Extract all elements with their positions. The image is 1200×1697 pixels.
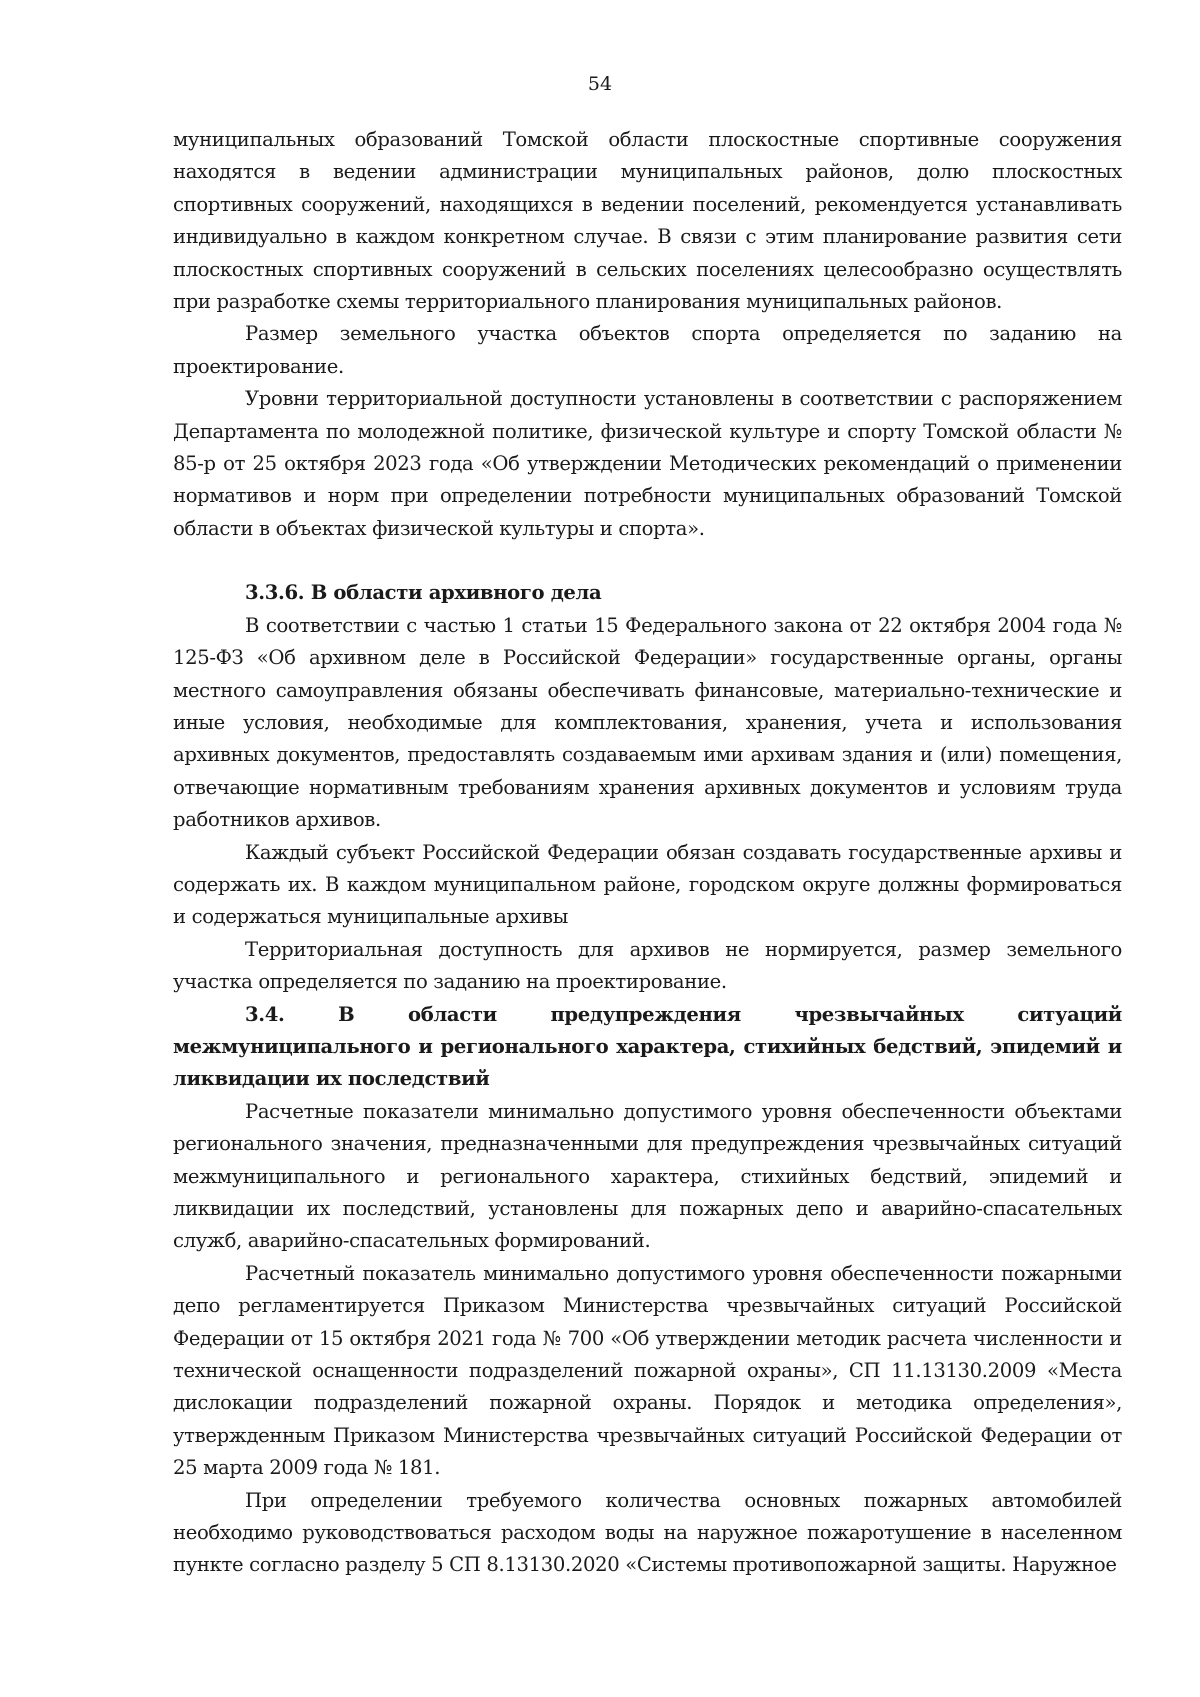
section-heading-archives: 3.3.6. В области архивного дела (245, 581, 602, 605)
paragraph-land-plot-size: Размер земельного участка объектов спорта определяется по заданию на проектирование. (173, 322, 1122, 378)
paragraph-emergency-indicators: Расчетные показатели минимально допустимого уровня обеспеченности объектами регионального значения, предназначенными для предупреждения чрезвычайных ситуаций межмуниципального и регионального характера, стихийных бедствий, эпидемий и ликвидации их последствий, установлены для пожарных депо и аварийно-спасательных служб, аварийно-спасательных формирований. (173, 1099, 1122, 1253)
paragraph-accessibility-levels: Уровни территориальной доступности установлены в соответствии с распоряжением Департамента по молодежной политике, физической культуре и спорту Томской области № 85-р от 25 октября 2023 года «Об утверждении Методических рекомендаций о применении нормативов и норм при определении потребности муниципальных образований Томской области в объектах физической культуры и спорта». (173, 387, 1122, 540)
section-spacer (173, 545, 1122, 577)
paragraph-fire-vehicles: При определении требуемого количества основных пожарных автомобилей необходимо руководствоваться расходом воды на наружное пожаротушение в населенном пункте согласно разделу 5 СП 8.13130.2020 «Системы противопожарной защиты. Наружное (173, 1488, 1122, 1577)
document-body (173, 124, 1122, 1582)
paragraph-state-archives: Каждый субъект Российской Федерации обязан создавать государственные архивы и содержать их. В каждом муниципальном районе, городском округе должны формироваться и содержаться муниципальные архивы (173, 840, 1122, 929)
paragraph-archive-accessibility: Территориальная доступность для архивов не нормируется, размер земельного участка определяется по заданию на проектирование. (173, 937, 1122, 994)
paragraph-fire-depot-regulation: Расчетный показатель минимально допустимого уровня обеспеченности пожарными депо регламентируется Приказом Министерства чрезвычайных ситуаций Российской Федерации от 15 октября 2021 года № 700 «Об утверждении методик расчета численности и технической оснащенности подразделений пожарной охраны», СП 11.13130.2009 «Места дислокации подразделений пожарной охраны. Порядок и методика определения», утвержденным Приказом Министерства чрезвычайных ситуаций Российской Федерации от 25 марта 2009 года № 181. (173, 1261, 1122, 1480)
page-number: 54 (587, 73, 613, 95)
paragraph-archive-law: В соответствии с частью 1 статьи 15 Федерального закона от 22 октября 2004 года № 125-ФЗ «Об архивном деле в Российской Федерации» государственные органы, органы местного самоуправления обязаны обеспечивать финансовые, материально-технические и иные условия, необходимые для комплектования, хранения, учета и использования архивных документов, предоставлять создаваемым ими архивам здания и (или) помещения, отвечающие нормативным требованиям хранения архивных документов и условиям труда работников архивов. (173, 613, 1122, 832)
paragraph-sports-facilities: муниципальных образований Томской области плоскостные спортивные сооружения находятся в ведении администрации муниципальных районов, долю плоскостных спортивных сооружений, находящихся в ведении поселений, рекомендуется устанавливать индивидуально в каждом конкретном случае. В связи с этим планирование развития сети плоскостных спортивных сооружений в сельских поселениях целесообразно осуществлять при разработке схемы территориального планирования муниципальных районов. (173, 128, 1122, 314)
section-heading-emergencies: 3.4. В области предупреждения чрезвычайных ситуаций межмуниципального и регионального характера, стихийных бедствий, эпидемий и ликвидации их последствий (173, 1002, 1122, 1091)
